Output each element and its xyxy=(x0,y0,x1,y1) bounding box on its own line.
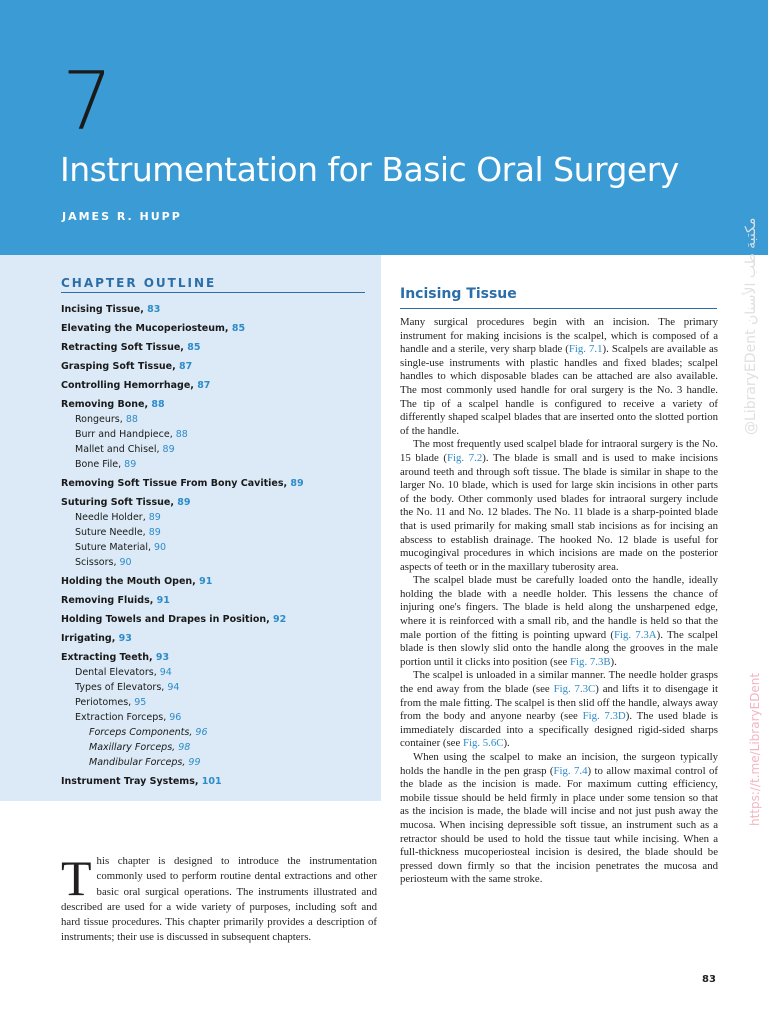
chapter-outline-heading: CHAPTER OUTLINE xyxy=(61,276,217,290)
watermark-top: @LibraryEDent مكتبة طب الأسنان xyxy=(743,217,759,435)
outline-item[interactable] xyxy=(61,510,376,525)
outline-item-page: 89 xyxy=(148,512,161,523)
body-text: ). The blade is small and is used to make incisions around teeth and through soft tissue. The blade is similar in shape to the larger No. 10 blade, which is used for large skin incisions in other parts of the body. Other commonly used blades for intraoral surgery include the No. 11 and No. 12 blades. The No. 11 blade is a sharp-pointed blade that is used primarily for making small stab incisions as for incising an abscess to establish drainage. The hooked No. 12 blade is useful for mucogingival procedures in which incisions are made on the posterior aspects of teeth or in the maxillary tuberosity area. xyxy=(400,451,718,573)
outline-item[interactable] xyxy=(61,340,376,355)
body-text: ). The scalpel blade is then slowly slid onto the handle along the grooves in the male portion until it clicks into position (see xyxy=(400,628,718,668)
outline-item[interactable] xyxy=(61,612,376,627)
outline-item-page: 101 xyxy=(201,776,222,787)
outline-item[interactable] xyxy=(61,525,376,540)
outline-item-page: 93 xyxy=(155,652,170,663)
outline-item-label: Types of Elevators, xyxy=(75,682,168,693)
outline-item[interactable] xyxy=(61,359,376,374)
outline-item-label: Suture Needle, xyxy=(75,527,149,538)
outline-item-label: Removing Soft Tissue From Bony Cavities, xyxy=(61,478,291,489)
body-text: ) and lifts it to disengage it from the male fitting. The scalpel is then slid off the handle, always away from the body and anyone nearby (see xyxy=(400,683,718,723)
outline-item[interactable] xyxy=(61,593,376,608)
outline-item[interactable] xyxy=(61,412,376,427)
section-divider xyxy=(400,308,717,309)
outline-item-label: Scissors, xyxy=(75,557,120,568)
intro-text: his chapter is designed to introduce the instrumentation commonly used to perform routine dental extractions and other basic oral surgical operations. The instruments illustrated and described are used for a wide variety of purposes, including soft and hard tissue procedures. This chapter primarily provides a description of instruments; their use is discussed in subsequent chapters. xyxy=(61,855,377,944)
outline-item-label: Mallet and Chisel, xyxy=(75,444,163,455)
outline-item-page: 93 xyxy=(118,633,132,644)
outline-item-page: 89 xyxy=(124,459,137,470)
body-text: ). Scalpels are available as single-use instruments with plastic handles and fixed blades; scalpel handles to which disposable blades can be attached are also available. The most commonly used handle for oral surgery is the No. 3 handle. The tip of a scalpel handle is configured to receive a variety of differently shaped scalpel blades that are inserted onto the slotted portion of the handle. xyxy=(400,343,718,437)
outline-item-page: 88 xyxy=(175,429,188,440)
outline-item-page: 95 xyxy=(134,697,147,708)
outline-item-label: Burr and Handpiece, xyxy=(75,429,176,440)
body-text: The scalpel is unloaded in a similar manner. The needle holder grasps the end away from the blade (see xyxy=(400,669,718,696)
outline-item-page: 94 xyxy=(159,667,172,678)
outline-item-label: Dental Elevators, xyxy=(75,667,160,678)
body-text: Many surgical procedures begin with an incision. The primary instrument for making incisions is the scalpel, which is composed of a handle and a sterile, very sharp blade ( xyxy=(400,316,718,356)
outline-item-page: 85 xyxy=(187,342,201,353)
outline-item-label: Controlling Hemorrhage, xyxy=(61,380,198,391)
outline-item-page: 92 xyxy=(273,614,287,625)
outline-item-label: Periotomes, xyxy=(75,697,135,708)
outline-item[interactable] xyxy=(61,755,376,770)
intro-paragraph xyxy=(61,850,377,946)
outline-item-label: Grasping Soft Tissue, xyxy=(61,361,179,372)
section-heading: Incising Tissue xyxy=(400,286,517,302)
figure-link[interactable]: Fig. 7.3B xyxy=(570,655,611,668)
outline-item-page: 99 xyxy=(188,757,201,768)
outline-item[interactable] xyxy=(61,574,376,589)
outline-item[interactable] xyxy=(61,695,376,710)
chapter-author: JAMES R. HUPP xyxy=(62,210,182,223)
body-text: The scalpel blade must be carefully loaded onto the handle, ideally holding the blade with a needle holder. This lessens the chance of injuring one's fingers. The blade is held along the unsharpened edge, where it is reinforced with a small rib, and the handle is held so that the male portion of the fitting is pointing upward ( xyxy=(400,574,718,641)
figure-link[interactable]: Fig. 7.3D xyxy=(582,710,626,723)
outline-item-label: Suture Material, xyxy=(75,542,154,553)
body-text: ). xyxy=(503,737,510,750)
outline-item[interactable] xyxy=(61,476,376,491)
outline-item-label: Forceps Components, xyxy=(89,727,196,738)
outline-item[interactable] xyxy=(61,710,376,725)
outline-item[interactable] xyxy=(61,397,376,412)
outline-item-label: Removing Fluids, xyxy=(61,595,157,606)
outline-item-page: 88 xyxy=(151,399,165,410)
outline-item[interactable] xyxy=(61,665,376,680)
body-paragraph xyxy=(400,574,718,669)
body-text: When using the scalpel to make an incision, the surgeon typically holds the handle in the pen grasp ( xyxy=(400,751,718,777)
outline-item-page: 90 xyxy=(119,557,132,568)
outline-item[interactable] xyxy=(61,495,376,510)
figure-link[interactable]: Fig. 7.4 xyxy=(553,764,588,777)
outline-item[interactable] xyxy=(61,555,376,570)
outline-item-label: Extracting Teeth, xyxy=(61,652,156,663)
body-paragraph xyxy=(400,669,718,751)
outline-item[interactable] xyxy=(61,457,376,472)
body-text: ). xyxy=(610,655,617,668)
drop-cap: T xyxy=(61,850,92,906)
outline-item-page: 85 xyxy=(231,323,246,334)
outline-item-page: 94 xyxy=(167,682,180,693)
outline-item-page: 83 xyxy=(147,304,161,315)
outline-item-page: 89 xyxy=(177,497,191,508)
outline-item[interactable] xyxy=(61,725,376,740)
outline-item-label: Rongeurs, xyxy=(75,414,126,425)
outline-item[interactable] xyxy=(61,631,376,646)
outline-item-label: Removing Bone, xyxy=(61,399,152,410)
outline-item-page: 90 xyxy=(154,542,167,553)
outline-item[interactable] xyxy=(61,442,376,457)
outline-item-page: 98 xyxy=(178,742,191,753)
outline-item-label: Holding Towels and Drapes in Position, xyxy=(61,614,274,625)
outline-item-label: Irrigating, xyxy=(61,633,119,644)
page-number: 83 xyxy=(702,974,716,985)
outline-item-label: Incising Tissue, xyxy=(61,304,148,315)
outline-item[interactable] xyxy=(61,302,376,317)
outline-item[interactable] xyxy=(61,740,376,755)
chapter-number: 7 xyxy=(62,55,113,148)
outline-item[interactable] xyxy=(61,427,376,442)
outline-item-label: Holding the Mouth Open, xyxy=(61,576,200,587)
outline-item-page: 89 xyxy=(162,444,175,455)
outline-item-label: Retracting Soft Tissue, xyxy=(61,342,188,353)
body-paragraph xyxy=(400,751,718,887)
outline-item-page: 96 xyxy=(195,727,208,738)
outline-item-label: Instrument Tray Systems, xyxy=(61,776,202,787)
outline-item[interactable] xyxy=(61,540,376,555)
watermark-link[interactable]: https://t.me/LibraryEDent xyxy=(748,672,762,826)
outline-item-label: Needle Holder, xyxy=(75,512,149,523)
outline-item[interactable] xyxy=(61,378,376,393)
outline-item-page: 91 xyxy=(199,576,213,587)
outline-item-label: Elevating the Mucoperiosteum, xyxy=(61,323,232,334)
body-text: ). The used blade is immediately discarded into a specifically designed rigid-sided sharps container (see xyxy=(400,710,718,750)
figure-link[interactable]: Fig. 5.6C xyxy=(462,737,504,750)
outline-divider xyxy=(61,292,365,293)
outline-item-page: 87 xyxy=(197,380,211,391)
chapter-outline-list xyxy=(61,302,376,789)
figure-link[interactable]: Fig. 7.1 xyxy=(568,343,603,356)
body-paragraph xyxy=(400,438,718,574)
outline-item-page: 89 xyxy=(290,478,304,489)
outline-item-page: 87 xyxy=(179,361,193,372)
outline-item-label: Maxillary Forceps, xyxy=(89,742,179,753)
outline-item-label: Suturing Soft Tissue, xyxy=(61,497,178,508)
outline-item-label: Extraction Forceps, xyxy=(75,712,170,723)
outline-item-page: 88 xyxy=(125,414,138,425)
figure-link[interactable]: Fig. 7.2 xyxy=(447,451,483,464)
outline-item-page: 91 xyxy=(156,595,170,606)
body-paragraph xyxy=(400,316,718,438)
body-text: ) to allow maximal control of the blade as the incision is made. For maximum cutting efficiency, mobile tissue should be held firmly in place under some tension so that as the incision is made, the blade will incise and not just push away the mucosa. When incising depressible soft tissue, an instrument such as a retractor should be used to hold the tissue taut while incising. When a full-thickness mucoperiosteal incision is desired, the blade should be pressed down firmly so that the incision penetrates the mucosa and periosteum with the same stroke. xyxy=(400,764,718,886)
outline-item[interactable] xyxy=(61,650,376,665)
figure-link[interactable]: Fig. 7.3A xyxy=(613,628,657,641)
outline-item-label: Bone File, xyxy=(75,459,125,470)
body-column xyxy=(400,316,718,887)
figure-link[interactable]: Fig. 7.3C xyxy=(553,683,596,696)
outline-item[interactable] xyxy=(61,321,376,336)
outline-item[interactable] xyxy=(61,774,376,789)
outline-item-page: 89 xyxy=(148,527,161,538)
outline-item-page: 96 xyxy=(169,712,182,723)
chapter-title: Instrumentation for Basic Oral Surgery xyxy=(60,150,679,189)
outline-item[interactable] xyxy=(61,680,376,695)
outline-item-label: Mandibular Forceps, xyxy=(89,757,189,768)
body-text: The most frequently used scalpel blade for intraoral surgery is the No. 15 blade ( xyxy=(400,438,718,464)
